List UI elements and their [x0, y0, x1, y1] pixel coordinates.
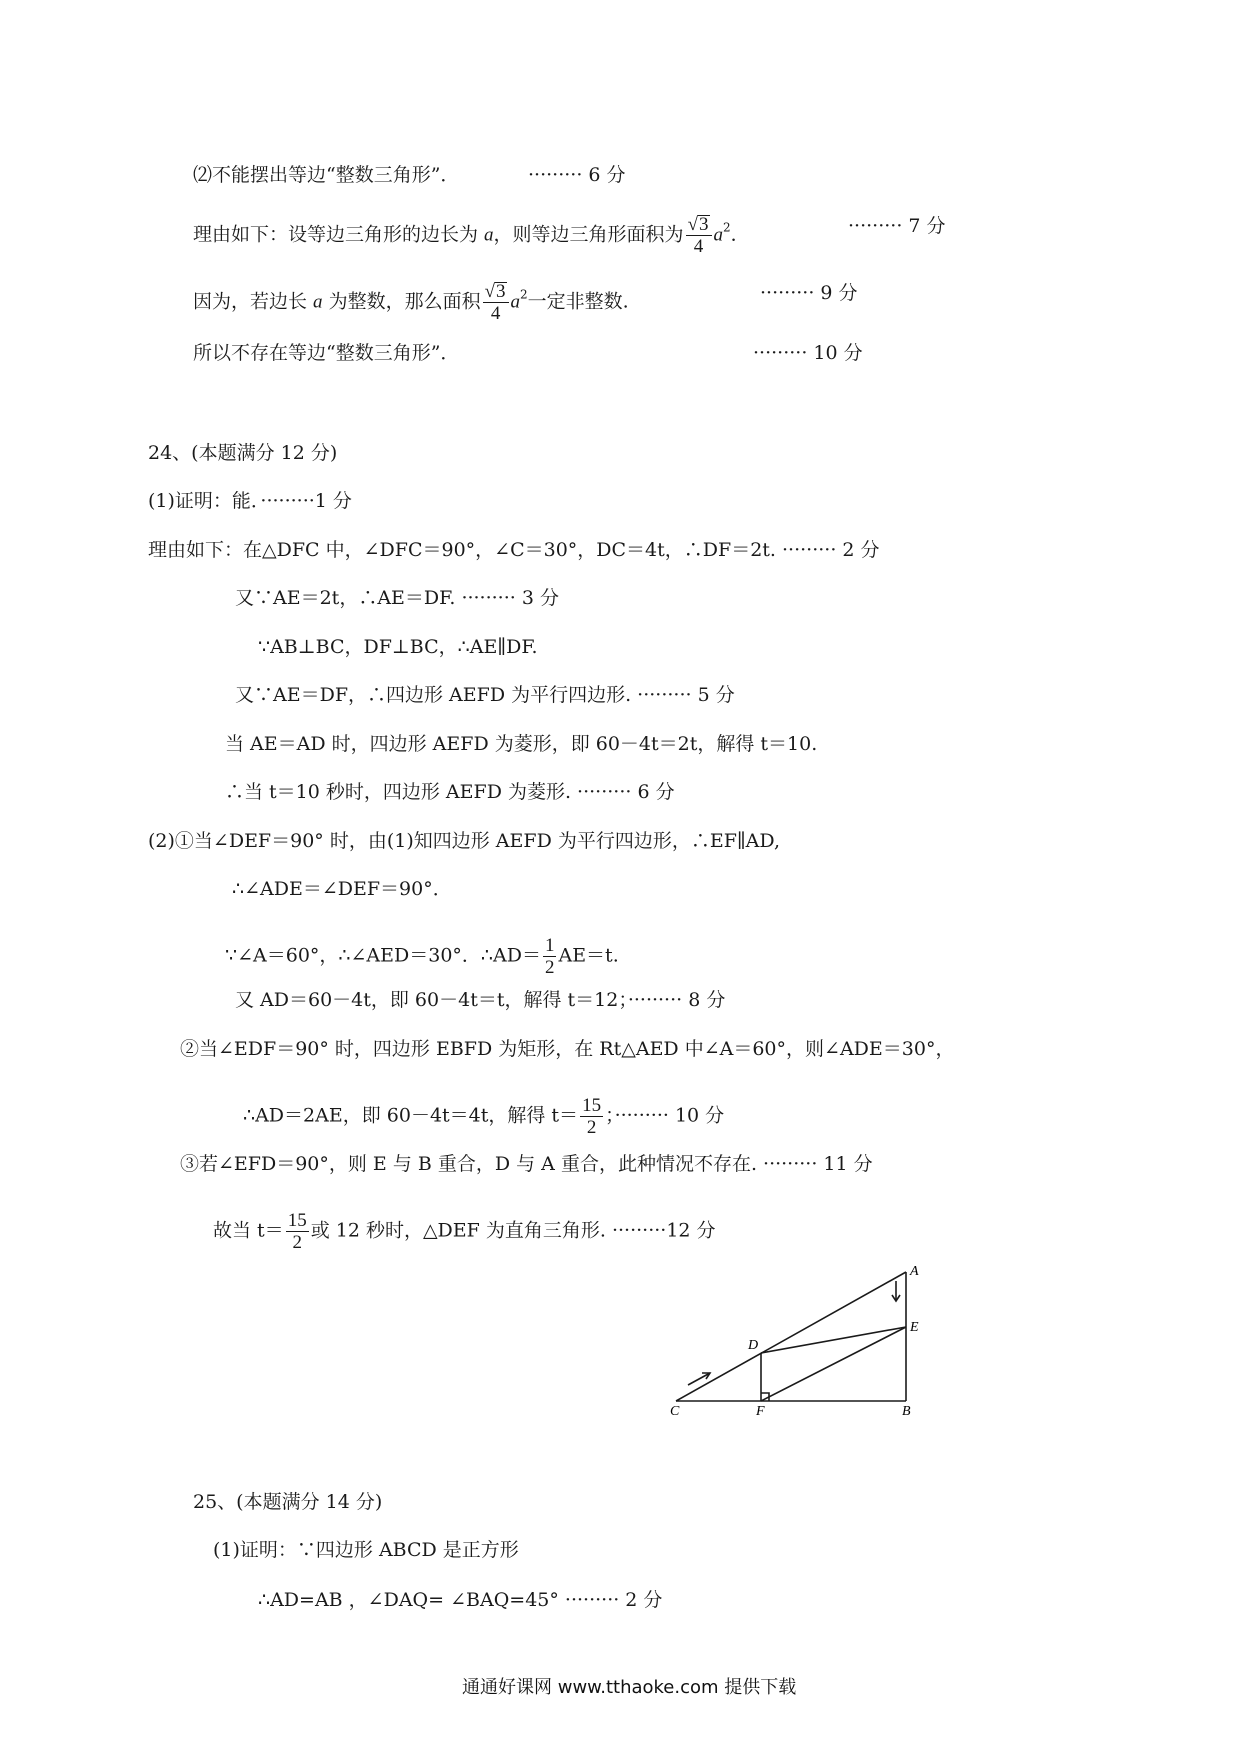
label-d: D [748, 1338, 759, 1353]
s24-p6: 当 AE＝AD 时，四边形 AEFD 为菱形，即 60－4t＝2t，解得 t＝10. [225, 733, 818, 755]
footer-source: 通通好课网 www.tthaoke.com 提供下载 [462, 1677, 797, 1698]
s25-p1: (1)证明：∵四边形 ABCD 是正方形 [213, 1539, 519, 1561]
s24-p7: ∴当 t＝10 秒时，四边形 AEFD 为菱形. ········· 6 分 [225, 781, 675, 803]
segment-fe [761, 1327, 906, 1401]
label-c: C [670, 1404, 680, 1417]
s25-title: 25、(本题满分 14 分) [193, 1491, 383, 1513]
s24-title: 24、(本题满分 12 分) [148, 442, 338, 464]
s24-p2: 理由如下：在△DFC 中，∠DFC＝90°，∠C＝30°，DC＝4t，∴DF＝2t. ········· 2 分 [148, 539, 880, 561]
s24-p9: ∴∠ADE＝∠DEF＝90°． [232, 878, 452, 900]
area-fraction: $\frac{√3}{4}$ [686, 214, 712, 257]
label-e: E [910, 1320, 919, 1335]
s24-p8: (2)①当∠DEF＝90° 时，由(1)知四边形 AEFD 为平行四边形，∴EF∥AD, [148, 830, 780, 852]
half-fraction: $\frac{1}{2}$ [544, 935, 555, 978]
label-f: F [756, 1404, 765, 1417]
s24-p3: 又∵AE＝2t，∴AE＝DF. ········· 3 分 [235, 587, 559, 609]
area-fraction-2: $\frac{√3}{4}$ [483, 281, 509, 324]
label-b: B [902, 1404, 911, 1417]
s23-line4: 所以不存在等边“整数三角形”． ········· 10 分 [193, 342, 863, 364]
s24-p15: 故当 t＝ $\frac{15}{2}$ 或 12 秒时，△DEF 为直角三角形. ·········12 分 [213, 1210, 716, 1253]
s24-p5: 又∵AE＝DF，∴四边形 AEFD 为平行四边形. ········· 5 分 [235, 684, 735, 706]
s23-line2: 理由如下：设等边三角形的边长为 a，则等边三角形面积为 $\frac{√3}{4}$ $a^2$． ········· 7 分 [193, 214, 946, 257]
s24-p14: ③若∠EFD＝90°，则 E 与 B 重合，D 与 A 重合，此种情况不存在. ········· 11 分 [180, 1153, 873, 1175]
segment-ca [676, 1272, 906, 1401]
triangle-diagram [670, 1257, 930, 1417]
s25-p2: ∴AD=AB ，∠DAQ= ∠BAQ=45° ········· 2 分 [258, 1589, 663, 1611]
segment-de [761, 1327, 906, 1353]
s24-p12: ②当∠EDF＝90° 时，四边形 EBFD 为矩形，在 Rt△AED 中∠A＝60°，则∠ADE＝30°， [180, 1038, 955, 1060]
s24-p4: ∵AB⊥BC，DF⊥BC，∴AE∥DF. [258, 636, 538, 658]
s24-p1: (1)证明：能．·········1 分 [148, 490, 352, 512]
fifteen-halves-fraction-2: $\frac{15}{2}$ [287, 1210, 307, 1253]
s24-p11: 又 AD＝60－4t，即 60－4t＝t，解得 t＝12；········· 8 分 [235, 989, 726, 1011]
fifteen-halves-fraction: $\frac{15}{2}$ [582, 1095, 602, 1138]
s24-p10: ∵∠A＝60°，∴∠AED＝30°．∴AD＝ $\frac{1}{2}$ AE＝t. [225, 935, 619, 978]
s23-line1: ⑵不能摆出等边“整数三角形”． ········· 6 分 [193, 164, 626, 186]
s23-line3: 因为，若边长 a 为整数，那么面积 $\frac{√3}{4}$ $a^2$一定非整数. ········· 9 分 [193, 281, 858, 324]
s24-p13: ∴AD＝2AE，即 60－4t＝4t，解得 t＝ $\frac{15}{2}$ ；········· 10 分 [243, 1095, 725, 1138]
label-a: A [910, 1264, 919, 1279]
